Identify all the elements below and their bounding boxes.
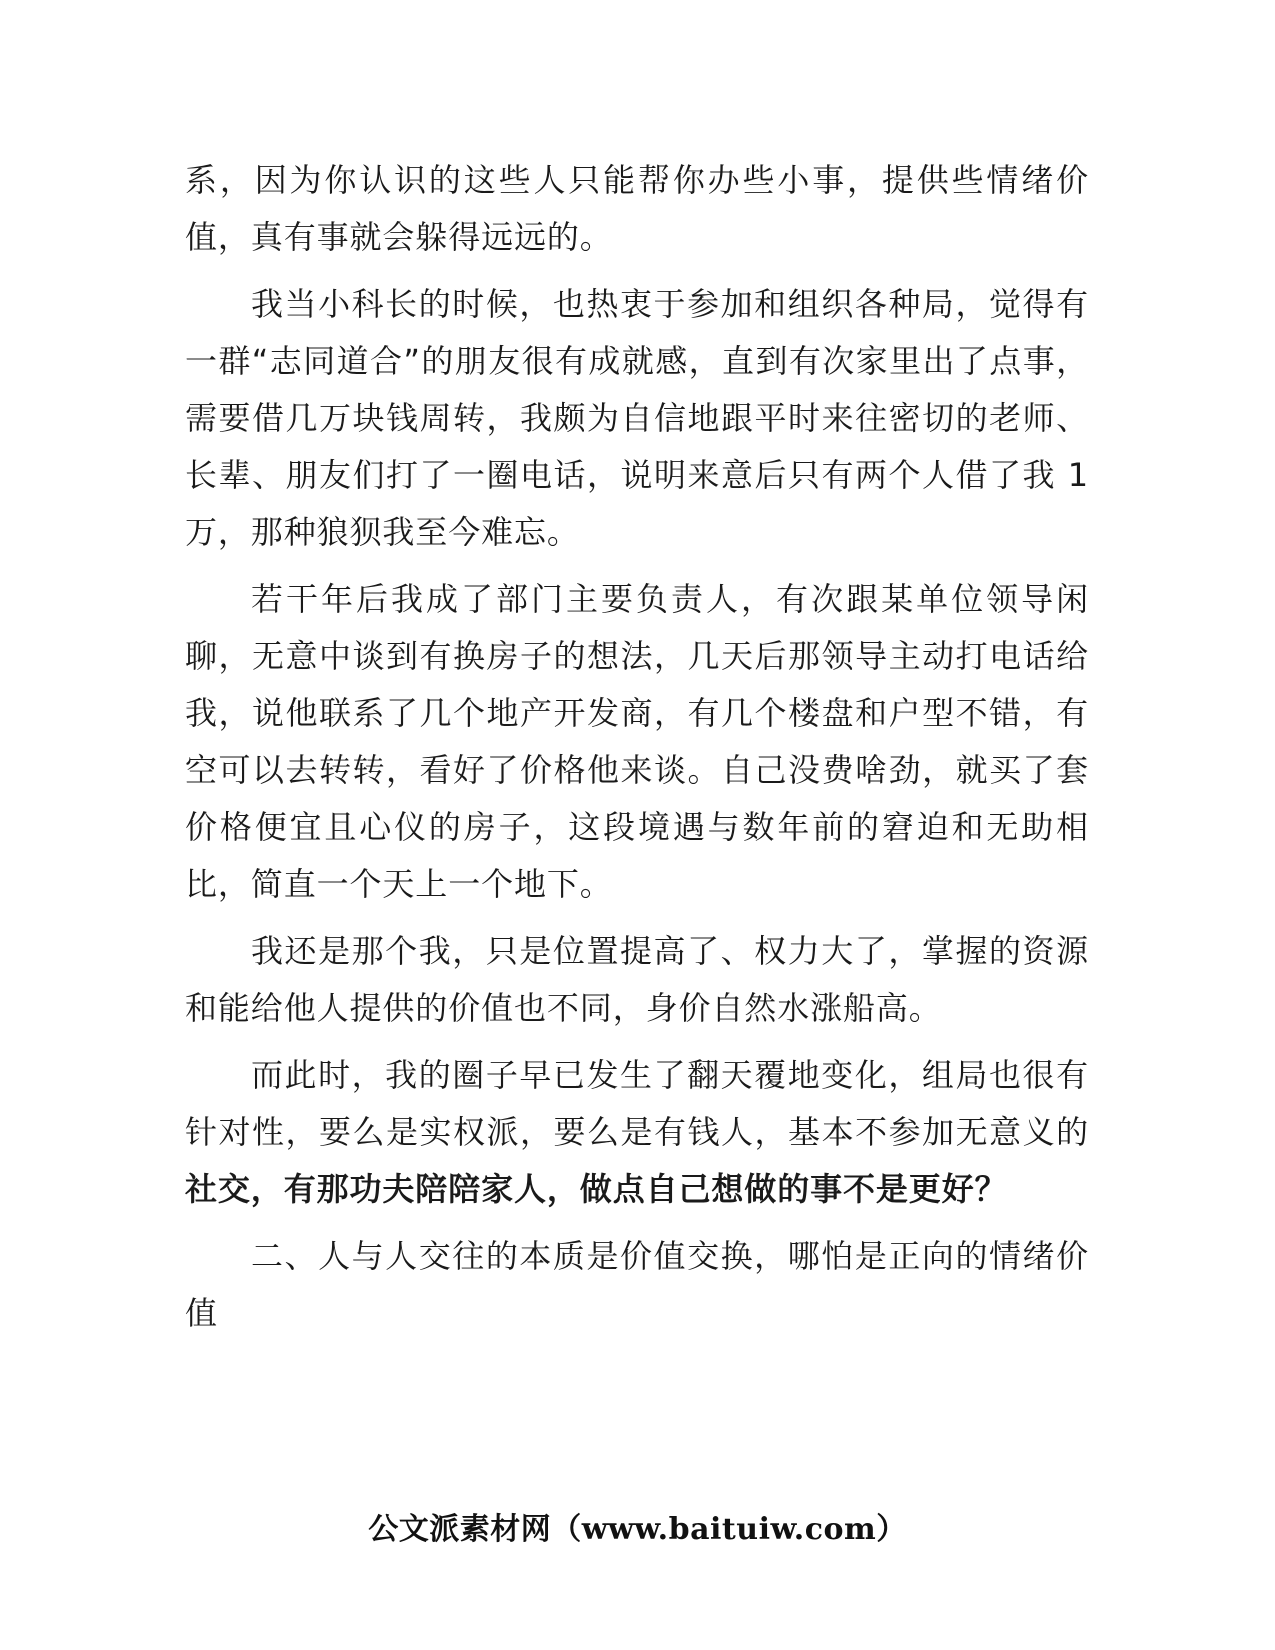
paragraph-3-text: 若干年后我成了部门主要负责人，有次跟某单位领导闲聊，无意中谈到有换房子的想法，几天后那领导主动打电话给我，说他联系了几个地产开发商，有几个楼盘和户型不错，有空可以去转转，看好了价格他来谈。自己没费啥劲，就买了套价格便宜且心仪的房子，这段境遇与数年前的窘迫和无助相比，简直一个天上一个地下。	[185, 580, 1089, 903]
paragraph-2-text: 我当小科长的时候，也热衷于参加和组织各种局，觉得有一群“志同道合”的朋友很有成就感，直到有次家里出了点事，需要借几万块钱周转，我颇为自信地跟平时来往密切的老师、长辈、朋友们打了一圈电话，说明来意后只有两个人借了我 1 万，那种狼狈我至今难忘。	[185, 285, 1089, 551]
paragraph-5	[185, 1047, 1089, 1218]
document-body	[185, 152, 1089, 1352]
paragraph-1-text: 系，因为你认识的这些人只能帮你办些小事，提供些情绪价值，真有事就会躲得远远的。	[185, 161, 1089, 256]
paragraph-1	[185, 152, 1089, 266]
section-heading-2-text: 二、人与人交往的本质是价值交换，哪怕是正向的情绪价值	[185, 1237, 1089, 1332]
paragraph-2	[185, 276, 1089, 561]
section-heading-2	[185, 1228, 1089, 1342]
footer-watermark: 公文派素材网（www.baituiw.com）	[368, 1512, 907, 1547]
paragraph-5-bold-text: 社交，有那功夫陪陪家人，做点自己想做的事不是更好？	[185, 1170, 1008, 1208]
paragraph-5-text: 而此时，我的圈子早已发生了翻天覆地变化，组局也很有针对性，要么是实权派，要么是有钱人，基本不参加无意义的	[185, 1056, 1089, 1151]
paragraph-3	[185, 571, 1089, 913]
paragraph-4	[185, 923, 1089, 1037]
paragraph-4-text: 我还是那个我，只是位置提高了、权力大了，掌握的资源和能给他人提供的价值也不同，身价自然水涨船高。	[185, 932, 1089, 1027]
